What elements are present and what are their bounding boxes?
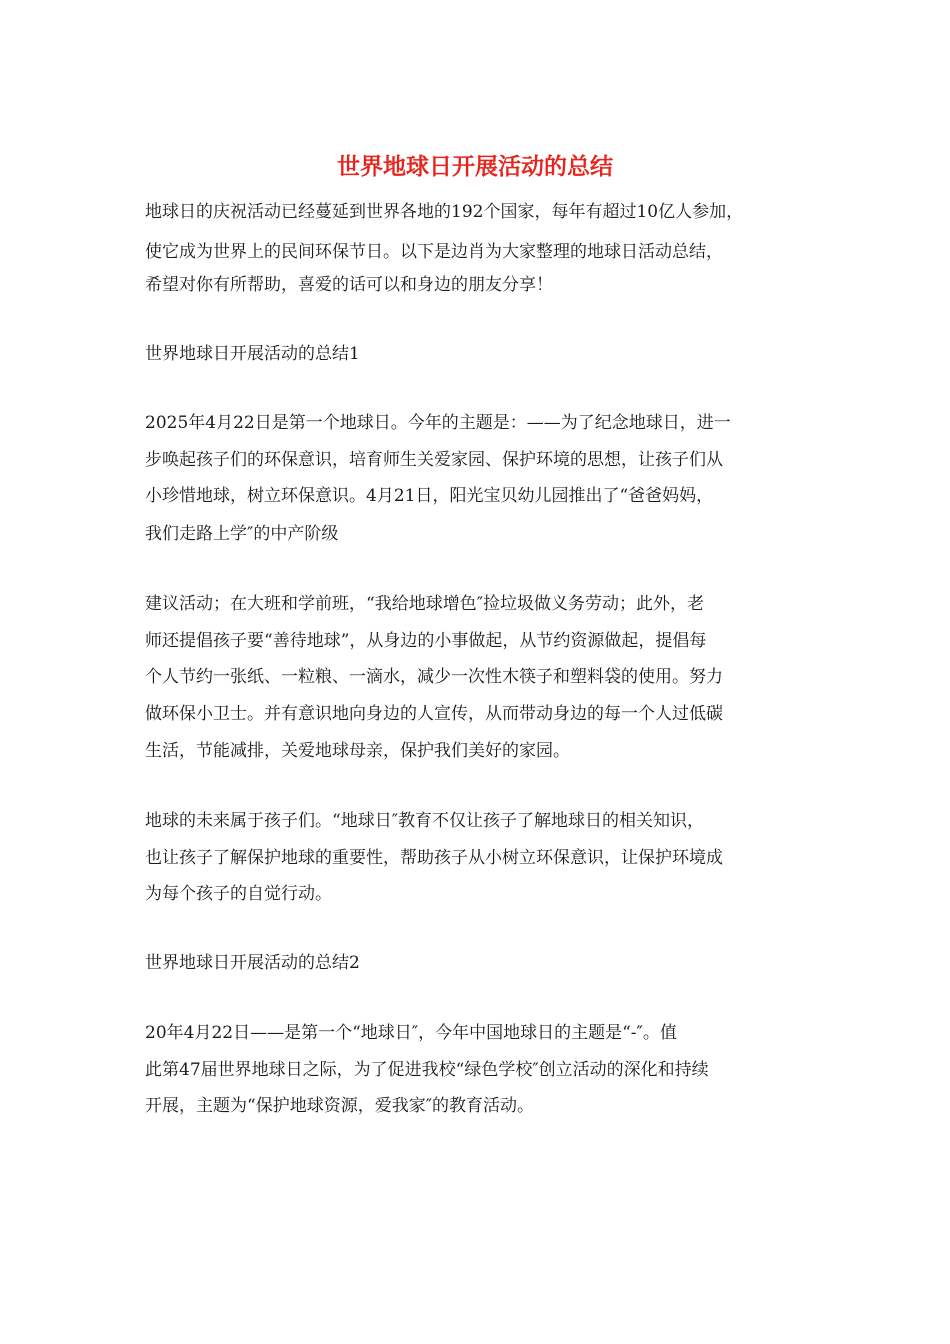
- intro-line-3: 希望对你有所帮助，喜爱的话可以和身边的朋友分享！: [145, 275, 553, 295]
- intro-line-1: 地球日的庆祝活动已经蔓延到世界各地的192个国家，每年有超过10亿人参加，: [145, 202, 744, 222]
- para-2-line-5: 生活，节能减排，关爱地球母亲，保护我们美好的家园。: [145, 741, 570, 761]
- para-4-line-1: 20年4月22日——是第一个“地球日″，今年中国地球日的主题是“-″。值: [145, 1023, 677, 1043]
- para-4-line-2: 此第47届世界地球日之际，为了促进我校“绿色学校″创立活动的深化和持续: [145, 1060, 709, 1080]
- para-3-line-1: 地球的未来属于孩子们。“地球日″教育不仅让孩子了解地球日的相关知识，: [145, 811, 705, 831]
- para-2-line-2: 师还提倡孩子要“善待地球”，从身边的小事做起，从节约资源做起，提倡每: [145, 631, 707, 651]
- section-heading-2: 世界地球日开展活动的总结2: [145, 953, 360, 973]
- para-4-line-3: 开展，主题为“保护地球资源，爱我家″的教育活动。: [145, 1096, 535, 1116]
- intro-line-2: 使它成为世界上的民间环保节日。以下是边肖为大家整理的地球日活动总结，: [145, 242, 723, 262]
- para-1-line-3: 小珍惜地球，树立环保意识。4月21日，阳光宝贝幼儿园推出了“爸爸妈妈，: [145, 486, 714, 506]
- para-3-line-2: 也让孩子了解保护地球的重要性，帮助孩子从小树立环保意识，让保护环境成: [145, 848, 723, 868]
- section-heading-1: 世界地球日开展活动的总结1: [145, 344, 360, 364]
- para-2-line-1: 建议活动；在大班和学前班，“我给地球增色″捡垃圾做义务劳动；此外，老: [145, 594, 705, 614]
- para-1-line-4: 我们走路上学″的中产阶级: [145, 524, 339, 544]
- para-3-line-3: 为每个孩子的自觉行动。: [145, 884, 332, 904]
- para-1-line-2: 步唤起孩子们的环保意识，培育师生关爱家园、保护环境的思想，让孩子们从: [145, 450, 723, 470]
- para-1-line-1: 2025年4月22日是第一个地球日。今年的主题是：——为了纪念地球日，进一: [145, 413, 731, 433]
- para-2-line-4: 做环保小卫士。并有意识地向身边的人宣传，从而带动身边的每一个人过低碳: [145, 704, 723, 724]
- document-title: 世界地球日开展活动的总结: [337, 153, 613, 180]
- para-2-line-3: 个人节约一张纸、一粒粮、一滴水，减少一次性木筷子和塑料袋的使用。努力: [145, 667, 723, 687]
